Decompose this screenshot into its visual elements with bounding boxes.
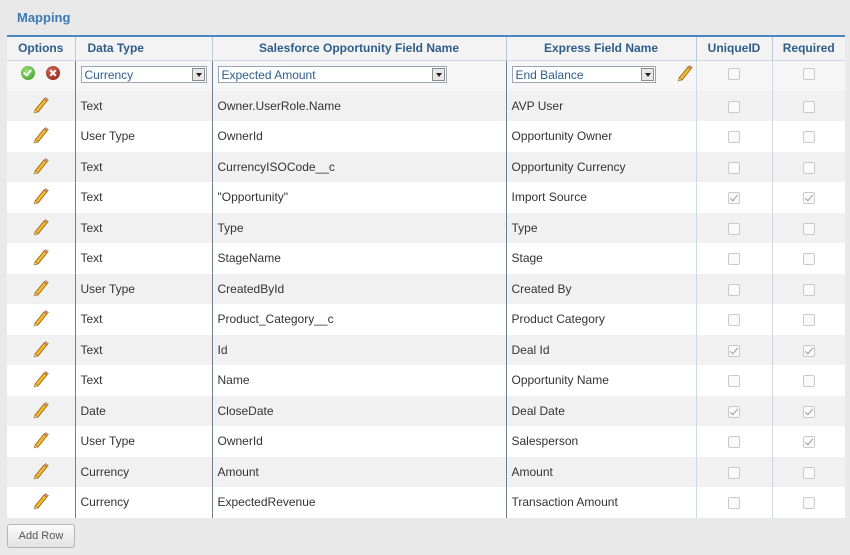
row-sf-field: Owner.UserRole.Name [212,91,506,122]
pencil-icon[interactable] [32,492,50,510]
unique-id-checkbox[interactable] [728,375,740,387]
row-sf-field: CreatedById [212,274,506,305]
row-express-field: Product Category [506,304,696,335]
row-data-type: Currency [75,457,212,488]
pencil-icon[interactable] [32,187,50,205]
row-data-type: Text [75,335,212,366]
express-field-select[interactable] [512,66,656,83]
row-options [7,152,75,183]
row-express-field: Import Source [506,182,696,213]
row-options [7,304,75,335]
sf-field-select[interactable] [218,66,447,83]
table-row [7,487,845,518]
required-checkbox[interactable] [803,253,815,265]
table-row [7,152,845,183]
pencil-icon[interactable] [32,370,50,388]
row-sf-field: CloseDate [212,396,506,427]
row-options [7,396,75,427]
row-sf-field: OwnerId [212,121,506,152]
required-checkbox[interactable] [803,192,815,204]
row-options [7,457,75,488]
required-checkbox[interactable] [803,345,815,357]
row-options [7,182,75,213]
row-unique-id [696,121,772,152]
data-type-select-value: Currency [84,67,134,82]
row-unique-id [696,213,772,244]
required-checkbox[interactable] [803,375,815,387]
required-checkbox[interactable] [803,131,815,143]
edit-row-express-field-cell [506,60,696,91]
sf-field-select-value: Expected Amount [221,67,316,82]
pencil-icon[interactable] [32,340,50,358]
table-row [7,335,845,366]
row-required [772,91,845,122]
unique-id-checkbox[interactable] [728,436,740,448]
row-sf-field: Id [212,335,506,366]
row-express-field: Type [506,213,696,244]
row-sf-field: Product_Category__c [212,304,506,335]
row-express-field: Opportunity Currency [506,152,696,183]
edit-row [7,60,845,91]
col-header-options: Options [7,36,75,60]
col-header-unique-id: UniqueID [696,36,772,60]
row-options [7,121,75,152]
row-data-type: Text [75,365,212,396]
col-header-sf-field: Salesforce Opportunity Field Name [212,36,506,60]
row-unique-id [696,152,772,183]
edit-row-required-cell [772,60,845,91]
col-header-express-field: Express Field Name [506,36,696,60]
cancel-circle-icon[interactable] [46,66,60,80]
row-unique-id [696,274,772,305]
row-data-type: Text [75,304,212,335]
row-required [772,426,845,457]
row-data-type: Currency [75,487,212,518]
row-required [772,213,845,244]
pencil-icon[interactable] [676,64,694,82]
row-data-type: Text [75,91,212,122]
row-data-type: Text [75,182,212,213]
row-express-field: Stage [506,243,696,274]
edit-row-sf-field-cell [212,60,506,91]
row-required [772,304,845,335]
pencil-icon[interactable] [32,401,50,419]
table-row [7,457,845,488]
pencil-icon[interactable] [32,96,50,114]
required-checkbox[interactable] [803,223,815,235]
mapping-table [7,35,845,518]
row-sf-field: Name [212,365,506,396]
unique-id-checkbox[interactable] [728,223,740,235]
table-row [7,121,845,152]
table-row [7,396,845,427]
row-express-field: Opportunity Name [506,365,696,396]
row-unique-id [696,335,772,366]
required-checkbox[interactable] [803,467,815,479]
row-options [7,335,75,366]
row-sf-field: ExpectedRevenue [212,487,506,518]
pencil-icon[interactable] [32,279,50,297]
row-required [772,396,845,427]
unique-id-checkbox[interactable] [728,497,740,509]
pencil-icon[interactable] [32,126,50,144]
row-sf-field: CurrencyISOCode__c [212,152,506,183]
row-required [772,152,845,183]
row-data-type: User Type [75,121,212,152]
row-data-type: User Type [75,274,212,305]
row-required [772,121,845,152]
chevron-down-icon[interactable] [641,68,654,81]
row-unique-id [696,365,772,396]
row-required [772,182,845,213]
check-circle-icon[interactable] [21,66,35,80]
required-checkbox[interactable] [803,284,815,296]
table-row [7,304,845,335]
pencil-icon[interactable] [32,309,50,327]
pencil-icon[interactable] [32,218,50,236]
row-options [7,365,75,396]
row-data-type: Date [75,396,212,427]
col-header-data-type: Data Type [75,36,212,60]
add-row-button[interactable]: Add Row [7,524,75,548]
required-checkbox[interactable] [803,406,815,418]
row-data-type: Text [75,152,212,183]
row-options [7,213,75,244]
unique-id-checkbox[interactable] [728,467,740,479]
chevron-down-icon[interactable] [192,68,205,81]
row-unique-id [696,396,772,427]
required-checkbox[interactable] [803,68,815,80]
unique-id-checkbox[interactable] [728,101,740,113]
panel-title: Mapping [17,10,71,25]
pencil-icon[interactable] [32,157,50,175]
chevron-down-icon[interactable] [432,68,445,81]
row-required [772,243,845,274]
pencil-icon[interactable] [32,462,50,480]
unique-id-checkbox[interactable] [728,192,740,204]
row-unique-id [696,91,772,122]
table-row [7,274,845,305]
row-unique-id [696,304,772,335]
row-options [7,274,75,305]
data-type-select[interactable] [81,66,207,83]
row-required [772,457,845,488]
row-data-type: Text [75,243,212,274]
edit-row-options [7,60,75,91]
col-header-required: Required [772,36,845,60]
row-sf-field: Amount [212,457,506,488]
row-sf-field: OwnerId [212,426,506,457]
table-row [7,426,845,457]
unique-id-checkbox[interactable] [728,162,740,174]
express-field-select-value: End Balance [515,67,584,82]
table-row [7,365,845,396]
row-express-field: AVP User [506,91,696,122]
table-header-row [7,36,845,60]
row-options [7,91,75,122]
unique-id-checkbox[interactable] [728,68,740,80]
row-express-field: Deal Date [506,396,696,427]
row-unique-id [696,487,772,518]
row-unique-id [696,243,772,274]
required-checkbox[interactable] [803,436,815,448]
row-express-field: Created By [506,274,696,305]
row-required [772,365,845,396]
row-express-field: Salesperson [506,426,696,457]
row-unique-id [696,182,772,213]
required-checkbox[interactable] [803,497,815,509]
row-required [772,274,845,305]
table-row [7,213,845,244]
row-express-field: Opportunity Owner [506,121,696,152]
table-row [7,182,845,213]
row-required [772,487,845,518]
row-sf-field: Type [212,213,506,244]
required-checkbox[interactable] [803,162,815,174]
row-data-type: Text [75,213,212,244]
row-options [7,487,75,518]
row-sf-field: "Opportunity" [212,182,506,213]
unique-id-checkbox[interactable] [728,345,740,357]
required-checkbox[interactable] [803,314,815,326]
table-row [7,91,845,122]
edit-row-data-type-cell [75,60,212,91]
row-unique-id [696,457,772,488]
row-options [7,243,75,274]
unique-id-checkbox[interactable] [728,284,740,296]
row-express-field: Amount [506,457,696,488]
edit-row-unique-id-cell [696,60,772,91]
unique-id-checkbox[interactable] [728,314,740,326]
row-required [772,335,845,366]
required-checkbox[interactable] [803,101,815,113]
row-options [7,426,75,457]
table-row [7,243,845,274]
pencil-icon[interactable] [32,431,50,449]
row-data-type: User Type [75,426,212,457]
row-sf-field: StageName [212,243,506,274]
row-express-field: Transaction Amount [506,487,696,518]
pencil-icon[interactable] [32,248,50,266]
row-express-field: Deal Id [506,335,696,366]
unique-id-checkbox[interactable] [728,131,740,143]
unique-id-checkbox[interactable] [728,253,740,265]
unique-id-checkbox[interactable] [728,406,740,418]
row-unique-id [696,426,772,457]
